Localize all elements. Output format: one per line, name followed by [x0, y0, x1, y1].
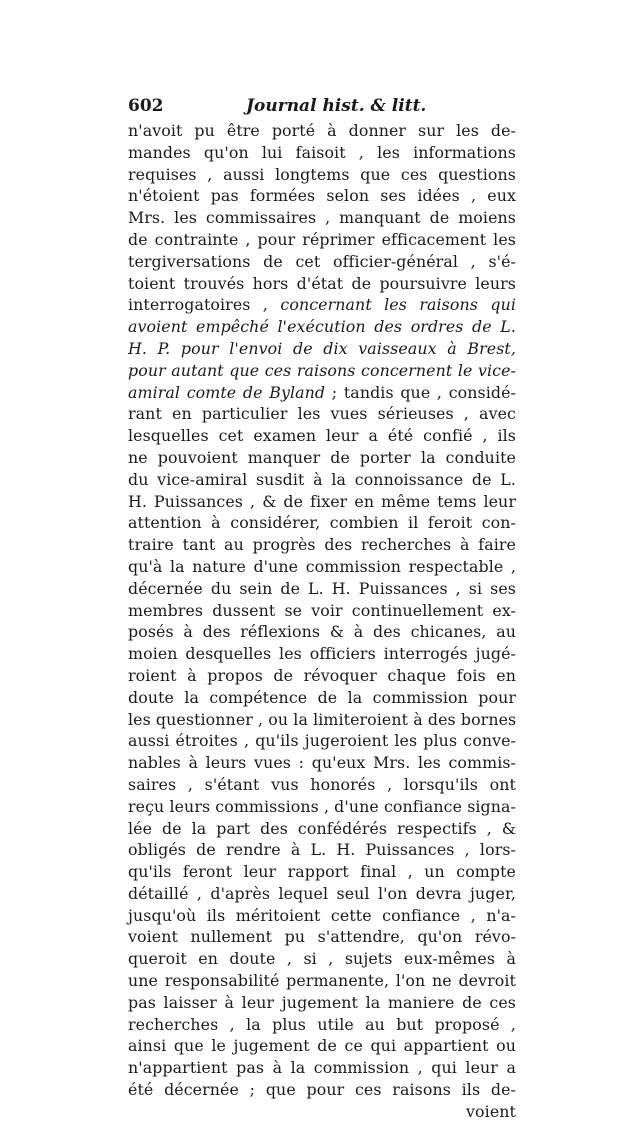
text-line: requises , aussi longtems que ces questions — [128, 164, 516, 184]
document-page — [128, 96, 517, 1121]
text-line: H. P. pour l'envoi de dix vaisseaux à Brest, — [128, 338, 516, 358]
text-line: avoient empêché l'exécution des ordres de L. — [128, 317, 516, 337]
catchword: voient — [466, 1101, 516, 1121]
text-line: n'appartient pas à la commission , qui leur a — [128, 1058, 516, 1078]
text-line: rant en particulier les vues sérieuses , avec — [128, 404, 516, 424]
page-number: 602 — [128, 96, 164, 116]
page-header — [128, 96, 516, 120]
text-line: qu'ils feront leur rapport final , un compte — [128, 862, 516, 882]
text-line: queroit en doute , si , sujets eux-mêmes à — [128, 949, 516, 969]
text-line: obligés de rendre à L. H. Puissances , lors- — [128, 840, 516, 860]
text-line: aussi étroites , qu'ils jugeroient les plus conve- — [128, 731, 516, 751]
text-line: décernée du sein de L. H. Puissances , si ses — [128, 578, 516, 598]
text-line: jusqu'où ils méritoient cette confiance , n'a- — [128, 905, 516, 925]
text-line: les questionner , ou la limiteroient à des bornes — [128, 709, 517, 729]
text-line: Mrs. les commissaires , manquant de moiens — [128, 208, 516, 228]
text-line: ne pouvoient manquer de porter la conduite — [128, 447, 516, 467]
text-line: roient à propos de révoquer chaque fois en — [128, 665, 516, 685]
text-line: ainsi que le jugement de ce qui appartient ou — [128, 1036, 516, 1056]
text-line: nables à leurs vues : qu'eux Mrs. les commis- — [128, 753, 516, 773]
text-line: été décernée ; que pour ces raisons ils de- — [128, 1080, 516, 1100]
text-line: mandes qu'on lui faisoit , les informations — [128, 142, 516, 162]
text-line: tergiversations de cet officier-général , s'é- — [128, 251, 516, 271]
body-text — [128, 120, 516, 1101]
text-line: posés à des réflexions & à des chicanes, au — [128, 622, 516, 642]
running-title: Journal hist. & litt. — [246, 96, 427, 116]
text-line: une responsabilité permanente, l'on ne devroit — [128, 971, 516, 991]
text-line: toient trouvés hors d'état de poursuivre leurs — [128, 273, 516, 293]
text-line: saires , s'étant vus honorés , lorsqu'ils ont — [128, 774, 516, 794]
text-line: doute la compétence de la commission pour — [128, 687, 516, 707]
text-line: H. Puissances , & de fixer en même tems leur — [128, 491, 516, 511]
text-line: de contrainte , pour réprimer efficacement les — [128, 229, 516, 249]
text-line: moien desquelles les officiers interrogés jugé- — [128, 644, 516, 664]
text-line: interrogatoires , concernant les raisons qui — [128, 295, 516, 315]
text-line: membres dussent se voir continuellement ex- — [128, 600, 516, 620]
text-line: reçu leurs commissions , d'une confiance signa- — [128, 796, 516, 816]
text-line: détaillé , d'après lequel seul l'on devra juger, — [128, 883, 516, 903]
text-line: recherches , la plus utile au but proposé , — [128, 1014, 516, 1034]
text-line: lesquelles cet examen leur a été confié , ils — [128, 426, 516, 446]
text-line: pour autant que ces raisons concernent le vice- — [128, 360, 516, 380]
text-line: amiral comte de Byland ; tandis que , considé- — [128, 382, 516, 402]
text-line: pas laisser à leur jugement la maniere de ces — [128, 992, 516, 1012]
text-line: voient nullement pu s'attendre, qu'on révo- — [128, 927, 516, 947]
text-line: du vice-amiral susdit à la connoissance de L. — [128, 469, 516, 489]
text-line: attention à considérer, combien il feroit con- — [128, 513, 516, 533]
text-line: lée de la part des confédérés respectifs , & — [128, 818, 516, 838]
text-line: n'étoient pas formées selon ses idées , eux — [128, 186, 516, 206]
text-line: n'avoit pu être porté à donner sur les de- — [128, 121, 516, 140]
text-line: qu'à la nature d'une commission respectable , — [128, 556, 516, 576]
text-line: traire tant au progrès des recherches à faire — [128, 535, 516, 555]
